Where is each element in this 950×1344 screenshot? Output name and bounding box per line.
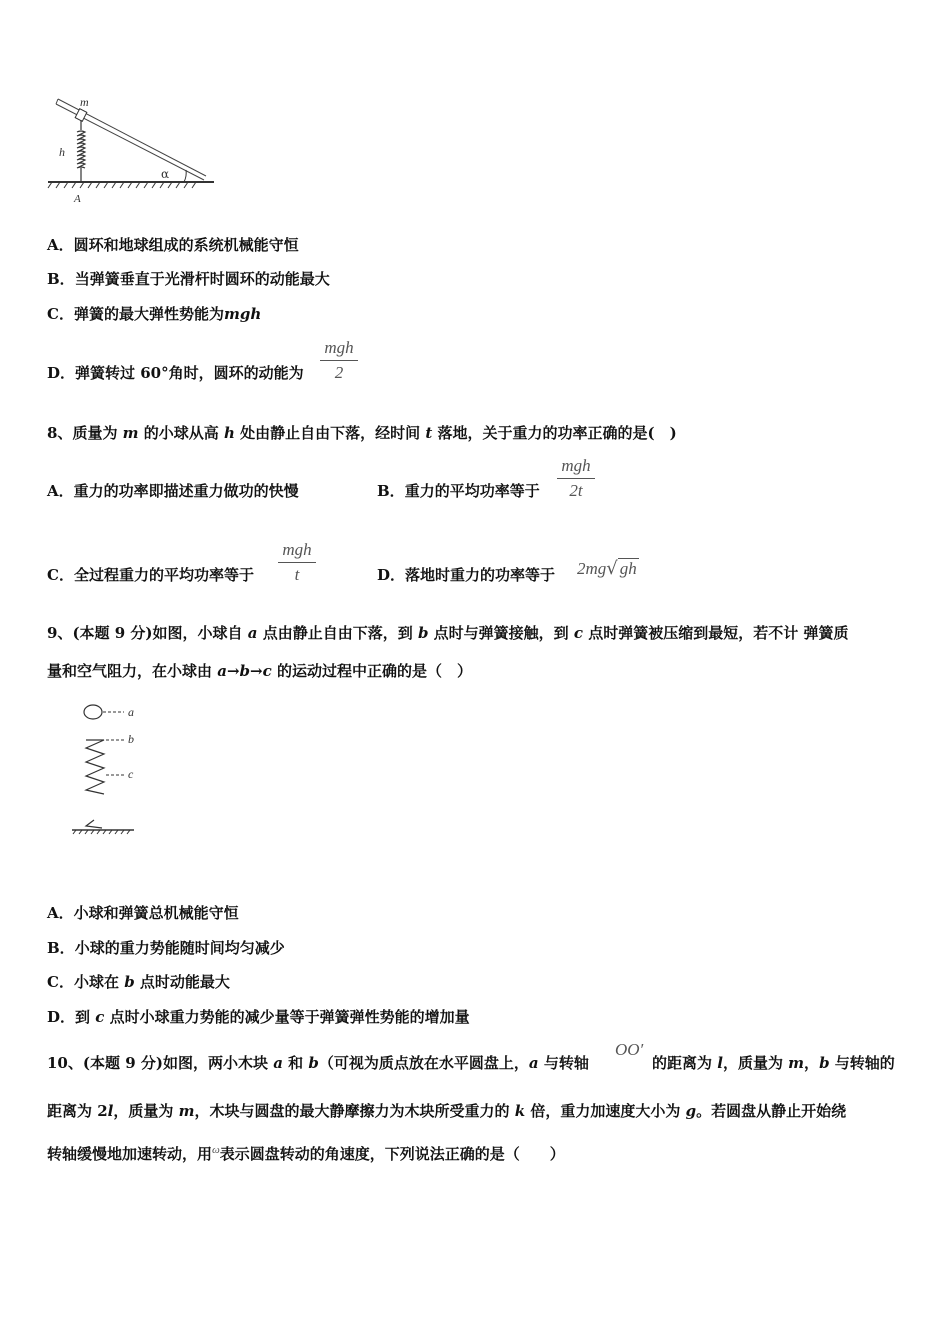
label-a: a xyxy=(128,705,134,719)
q9-option-b: B．小球的重力势能随时间均匀减少 xyxy=(47,939,285,957)
q8-stem: 8、质量为 m 的小球从高 h 处由静止自由下落，经时间 t 落地，关于重力的功率正确的是( ) xyxy=(47,424,677,442)
label-c: c xyxy=(128,767,134,781)
q10-stem-line3: 转轴缓慢地加速转动，用$^\omega$表示圆盘转动的角速度，下列说法正确的是（ ） xyxy=(47,1144,565,1163)
label-base: A xyxy=(74,193,81,205)
q9-option-d: D．到 c 点时小球重力势能的减少量等于弹簧弹性势能的增加量 xyxy=(47,1008,470,1026)
option-label: C． xyxy=(47,305,74,323)
q7-figure xyxy=(44,96,219,206)
fraction-numerator: mgh xyxy=(282,540,312,559)
q10-stem-line2: 距离为 2l，质量为 m，木块与圆盘的最大静摩擦力为木块所受重力的 k 倍，重力加速度大小为 g。若圆盘从静止开始绕 xyxy=(47,1102,847,1120)
fraction-denominator: t xyxy=(294,565,300,584)
q7-d-fraction xyxy=(320,338,358,383)
q8-option-a: A．重力的功率即描述重力做功的快慢 xyxy=(47,482,299,500)
spring xyxy=(77,120,85,182)
q10-stem-line1: 10、(本题 9 分)如图，两小木块 a 和 b（可视为质点放在水平圆盘上，a 与转轴 xyxy=(47,1054,589,1072)
label-h: h xyxy=(59,145,65,159)
label-m: m xyxy=(80,96,89,109)
option-text: 圆环和地球组成的系统机械能守恒 xyxy=(73,236,299,254)
q8-d-math: 2mg√ gh xyxy=(577,558,637,579)
spring xyxy=(86,740,104,794)
q10-stem-line1b: 的距离为 l，质量为 m，b 与转轴的 xyxy=(652,1054,895,1072)
q9-option-c: C．小球在 b 点时动能最大 xyxy=(47,973,230,991)
q7-option-d xyxy=(47,362,304,384)
option-label: D． xyxy=(47,364,76,382)
option-math: mgh xyxy=(223,305,262,323)
label-alpha: α xyxy=(161,167,170,181)
option-label: B． xyxy=(47,270,75,288)
fraction-denominator: 2 xyxy=(334,363,344,382)
q9-figure xyxy=(66,700,146,840)
fraction-denominator: 2t xyxy=(569,481,583,500)
q9-stem-line2: 量和空气阻力，在小球由 a→b→c 的运动过程中正确的是（ ） xyxy=(47,662,472,680)
fraction-numerator: mgh xyxy=(324,338,354,357)
q9-stem-line1: 9、(本题 9 分)如图，小球自 a 点由静止自由下落，到 b 点时与弹簧接触，到 c 点时弹簧被压缩到最短，若不计 弹簧质 xyxy=(47,624,849,642)
option-text: 弹簧的最大弹性势能为 xyxy=(73,305,224,323)
q8-b-fraction xyxy=(557,456,595,501)
q7-option-b xyxy=(47,268,330,290)
fraction-numerator: mgh xyxy=(561,456,591,475)
ball xyxy=(84,705,102,719)
option-text: 当弹簧垂直于光滑杆时圆环的动能最大 xyxy=(74,270,330,288)
q8-option-d: D．落地时重力的功率等于 xyxy=(377,566,556,584)
q7-option-a xyxy=(47,234,299,256)
q9-option-a: A．小球和弹簧总机械能守恒 xyxy=(47,904,239,922)
q8-option-c: C．全过程重力的平均功率等于 xyxy=(47,566,254,584)
q10-axis-math: OO′ xyxy=(615,1040,644,1059)
option-label: A． xyxy=(47,236,74,254)
label-b: b xyxy=(128,732,134,746)
q8-option-b: B．重力的平均功率等于 xyxy=(377,482,540,500)
q7-option-c xyxy=(47,303,261,325)
option-text: 弹簧转过 60°角时，圆环的动能为 xyxy=(75,364,304,382)
q8-c-fraction xyxy=(278,540,316,585)
